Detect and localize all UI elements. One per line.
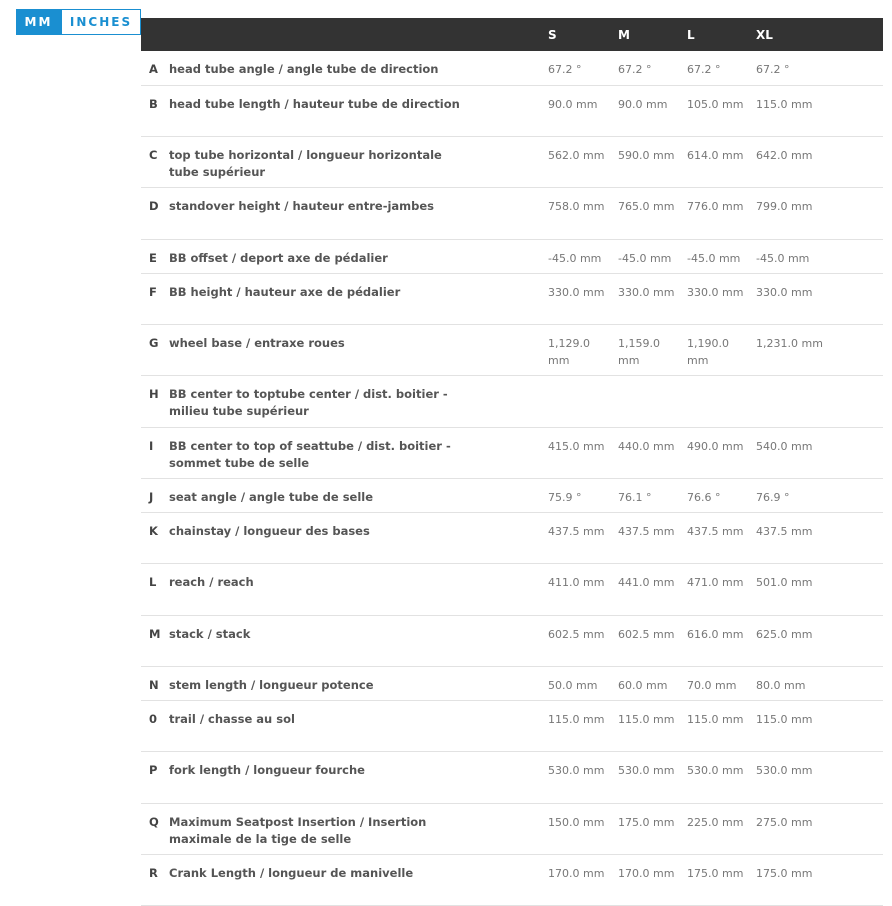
table-row xyxy=(141,700,883,751)
row-letter: K xyxy=(141,512,168,563)
value-s: -45.0 mm xyxy=(540,239,610,273)
value-s xyxy=(540,375,610,427)
value-m: 602.5 mm xyxy=(610,615,679,666)
value-m: 440.0 mm xyxy=(610,427,679,478)
value-m: 170.0 mm xyxy=(610,854,679,905)
value-s: 437.5 mm xyxy=(540,512,610,563)
value-xl: 175.0 mm xyxy=(748,854,883,905)
row-label: stack / stack xyxy=(168,615,540,666)
value-l: 1,190.0 mm xyxy=(679,324,748,375)
value-xl: 530.0 mm xyxy=(748,751,883,803)
row-label: wheel base / entraxe roues xyxy=(168,324,540,375)
row-letter: Q xyxy=(141,803,168,854)
value-s: 90.0 mm xyxy=(540,85,610,136)
value-s: 411.0 mm xyxy=(540,563,610,615)
row-label: BB height / hauteur axe de pédalier xyxy=(168,273,540,324)
row-letter: A xyxy=(141,51,168,85)
value-xl: 67.2 ° xyxy=(748,51,883,85)
value-xl: 642.0 mm xyxy=(748,136,883,187)
value-xl: 625.0 mm xyxy=(748,615,883,666)
value-xl: 115.0 mm xyxy=(748,700,883,751)
value-l: 70.0 mm xyxy=(679,666,748,700)
row-label: BB center to toptube center / dist. boitier - milieu tube supérieur xyxy=(168,375,540,427)
value-xl: 330.0 mm xyxy=(748,273,883,324)
value-l: 776.0 mm xyxy=(679,187,748,239)
value-xl xyxy=(748,375,883,427)
table-row xyxy=(141,239,883,273)
value-l: 614.0 mm xyxy=(679,136,748,187)
value-xl: 76.9 ° xyxy=(748,478,883,512)
row-label: reach / reach xyxy=(168,563,540,615)
table-row xyxy=(141,85,883,136)
row-label: BB center to top of seattube / dist. boitier - sommet tube de selle xyxy=(168,427,540,478)
row-letter: M xyxy=(141,615,168,666)
value-xl: 1,231.0 mm xyxy=(748,324,883,375)
value-l: 175.0 mm xyxy=(679,854,748,905)
header-row xyxy=(141,18,883,51)
row-letter: B xyxy=(141,85,168,136)
row-label: seat angle / angle tube de selle xyxy=(168,478,540,512)
row-letter: D xyxy=(141,187,168,239)
value-m: 590.0 mm xyxy=(610,136,679,187)
table-row xyxy=(141,273,883,324)
table-row xyxy=(141,136,883,187)
value-s: 415.0 mm xyxy=(540,427,610,478)
value-s: 50.0 mm xyxy=(540,666,610,700)
table-row xyxy=(141,563,883,615)
value-l: 530.0 mm xyxy=(679,751,748,803)
value-m xyxy=(610,375,679,427)
table-row xyxy=(141,478,883,512)
row-label: trail / chasse au sol xyxy=(168,700,540,751)
row-label: BB offset / deport axe de pédalier xyxy=(168,239,540,273)
value-xl: 275.0 mm xyxy=(748,803,883,854)
table-row xyxy=(141,751,883,803)
header-size-m: M xyxy=(618,27,630,42)
table-row xyxy=(141,324,883,375)
header-size-s: S xyxy=(548,27,557,42)
geometry-table xyxy=(141,18,883,906)
table-row xyxy=(141,854,883,905)
value-s: 67.2 ° xyxy=(540,51,610,85)
row-letter: L xyxy=(141,563,168,615)
row-label: stem length / longueur potence xyxy=(168,666,540,700)
table-row xyxy=(141,187,883,239)
value-m: 67.2 ° xyxy=(610,51,679,85)
header-size-xl: XL xyxy=(756,27,773,42)
value-xl: 501.0 mm xyxy=(748,563,883,615)
value-xl: 799.0 mm xyxy=(748,187,883,239)
row-letter: I xyxy=(141,427,168,478)
value-l: 471.0 mm xyxy=(679,563,748,615)
header-size-l: L xyxy=(687,27,695,42)
value-l: 616.0 mm xyxy=(679,615,748,666)
value-m: 60.0 mm xyxy=(610,666,679,700)
value-s: 562.0 mm xyxy=(540,136,610,187)
header-letter xyxy=(141,18,168,51)
row-letter: E xyxy=(141,239,168,273)
inches-button[interactable]: INCHES xyxy=(61,9,141,35)
value-l: 490.0 mm xyxy=(679,427,748,478)
value-s: 758.0 mm xyxy=(540,187,610,239)
table-row xyxy=(141,51,883,85)
value-m: 437.5 mm xyxy=(610,512,679,563)
table-row xyxy=(141,803,883,854)
value-m: 765.0 mm xyxy=(610,187,679,239)
value-l: 67.2 ° xyxy=(679,51,748,85)
row-label: Maximum Seatpost Insertion / Insertion maximale de la tige de selle xyxy=(168,803,540,854)
value-m: 90.0 mm xyxy=(610,85,679,136)
table-row xyxy=(141,666,883,700)
row-letter: 0 xyxy=(141,700,168,751)
value-l: -45.0 mm xyxy=(679,239,748,273)
value-l: 225.0 mm xyxy=(679,803,748,854)
row-label: Crank Length / longueur de manivelle xyxy=(168,854,540,905)
value-l xyxy=(679,375,748,427)
table-row xyxy=(141,512,883,563)
value-xl: 540.0 mm xyxy=(748,427,883,478)
value-l: 437.5 mm xyxy=(679,512,748,563)
value-xl: 80.0 mm xyxy=(748,666,883,700)
value-m: 441.0 mm xyxy=(610,563,679,615)
table-row xyxy=(141,615,883,666)
row-label: fork length / longueur fourche xyxy=(168,751,540,803)
row-letter: G xyxy=(141,324,168,375)
value-l: 105.0 mm xyxy=(679,85,748,136)
value-m: 76.1 ° xyxy=(610,478,679,512)
unit-toggle xyxy=(16,9,141,35)
row-letter: F xyxy=(141,273,168,324)
value-s: 150.0 mm xyxy=(540,803,610,854)
value-s: 1,129.0 mm xyxy=(540,324,610,375)
table-row xyxy=(141,375,883,427)
header-label xyxy=(168,18,540,51)
value-s: 170.0 mm xyxy=(540,854,610,905)
value-l: 115.0 mm xyxy=(679,700,748,751)
row-label: top tube horizontal / longueur horizontale tube supérieur xyxy=(168,136,540,187)
value-m: 330.0 mm xyxy=(610,273,679,324)
mm-button[interactable]: MM xyxy=(16,9,61,35)
value-l: 330.0 mm xyxy=(679,273,748,324)
value-m: 530.0 mm xyxy=(610,751,679,803)
value-s: 602.5 mm xyxy=(540,615,610,666)
row-letter: R xyxy=(141,854,168,905)
value-xl: -45.0 mm xyxy=(748,239,883,273)
row-label: head tube length / hauteur tube de direction xyxy=(168,85,540,136)
value-s: 75.9 ° xyxy=(540,478,610,512)
row-letter: N xyxy=(141,666,168,700)
value-m: 175.0 mm xyxy=(610,803,679,854)
table-body xyxy=(141,51,883,905)
value-m: 115.0 mm xyxy=(610,700,679,751)
row-label: head tube angle / angle tube de direction xyxy=(168,51,540,85)
value-xl: 115.0 mm xyxy=(748,85,883,136)
row-letter: C xyxy=(141,136,168,187)
value-s: 115.0 mm xyxy=(540,700,610,751)
value-xl: 437.5 mm xyxy=(748,512,883,563)
row-letter: P xyxy=(141,751,168,803)
table-row xyxy=(141,427,883,478)
row-label: standover height / hauteur entre-jambes xyxy=(168,187,540,239)
value-l: 76.6 ° xyxy=(679,478,748,512)
value-m: 1,159.0 mm xyxy=(610,324,679,375)
value-s: 530.0 mm xyxy=(540,751,610,803)
value-m: -45.0 mm xyxy=(610,239,679,273)
value-s: 330.0 mm xyxy=(540,273,610,324)
row-letter: H xyxy=(141,375,168,427)
row-label: chainstay / longueur des bases xyxy=(168,512,540,563)
row-letter: J xyxy=(141,478,168,512)
